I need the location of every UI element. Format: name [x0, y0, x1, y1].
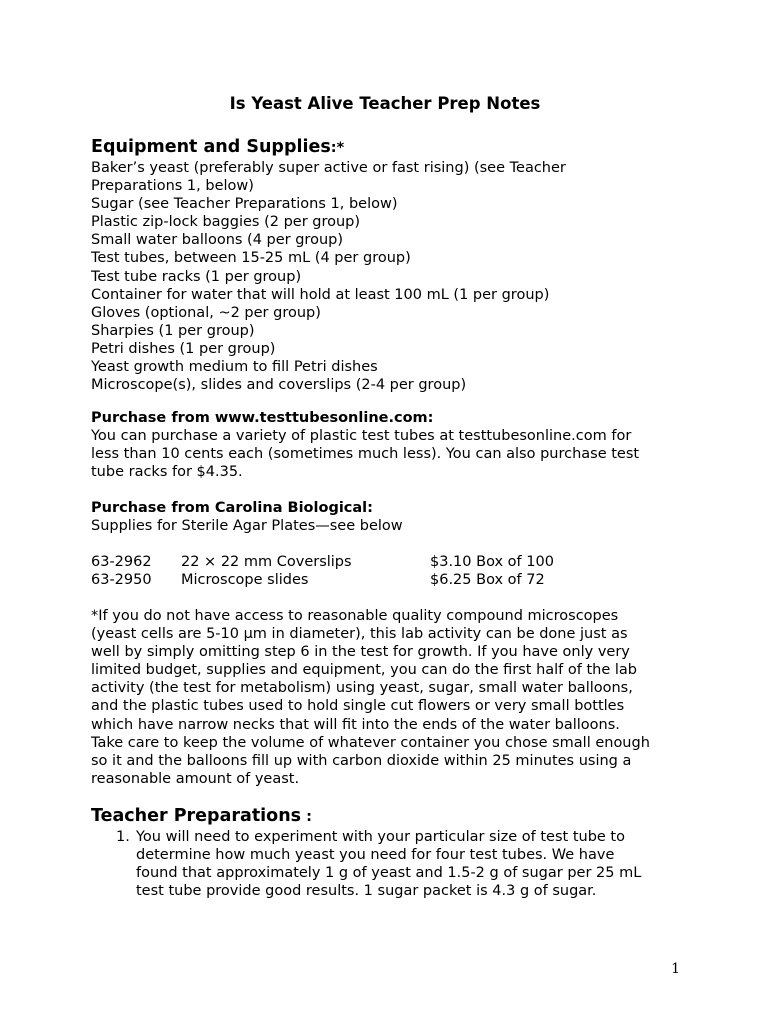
product-price: $3.10 Box of 100 — [430, 554, 554, 571]
product-row — [91, 553, 691, 571]
paragraph-line: test tube provide good results. 1 sugar packet is 4.3 g of sugar. — [136, 883, 597, 900]
list-item: Container for water that will hold at least 100 mL (1 per group) — [91, 286, 550, 303]
product-name: 22 × 22 mm Coverslips — [181, 554, 352, 571]
paragraph-line: (yeast cells are 5-10 µm in diameter), this lab activity can be done just as — [91, 626, 628, 643]
list-item: Preparations 1, below) — [91, 178, 254, 195]
equipment-list — [91, 159, 691, 394]
paragraph-line: so it and the balloons fill up with carbon dioxide within 25 minutes using a — [91, 752, 632, 769]
list-item: Baker’s yeast (preferably super active or fast rising) (see Teacher — [91, 160, 566, 176]
list-item: Microscope(s), slides and coverslips (2-4 per group) — [91, 377, 467, 394]
paragraph-line: You will need to experiment with your particular size of test tube to — [136, 829, 625, 845]
paragraph-line: determine how much yeast you need for four test tubes. We have — [136, 847, 615, 864]
purchase-testtubes-section — [91, 409, 691, 481]
paragraph-line: which have narrow necks that will fit into the ends of the water balloons. — [91, 716, 620, 733]
purchase-testtubes-heading: Purchase from www.testtubesonline.com: — [91, 410, 434, 426]
paragraph-line: found that approximately 1 g of yeast and 1.5-2 g of sugar per 25 mL — [136, 865, 642, 882]
product-name: Microscope slides — [181, 572, 309, 589]
list-item: Plastic zip-lock baggies (2 per group) — [91, 214, 361, 231]
product-row — [91, 571, 691, 589]
list-item: Sugar (see Teacher Preparations 1, below) — [91, 196, 398, 213]
list-item: Test tube racks (1 per group) — [91, 268, 302, 285]
paragraph-line: less than 10 cents each (sometimes much less). You can also purchase test — [91, 446, 640, 463]
product-code: 63-2950 — [91, 572, 152, 589]
list-item — [91, 828, 691, 900]
paragraph-line: tube racks for $4.35. — [91, 464, 243, 481]
list-item: Yeast growth medium to fill Petri dishes — [91, 359, 378, 376]
list-item: Sharpies (1 per group) — [91, 322, 255, 339]
teacher-prep-heading: Teacher Preparations : — [91, 806, 312, 826]
product-price: $6.25 Box of 72 — [430, 572, 545, 589]
paragraph-line: Take care to keep the volume of whatever container you chose small enough — [91, 734, 650, 751]
footnote-paragraph — [91, 607, 691, 788]
equipment-section — [91, 136, 691, 394]
list-item: Small water balloons (4 per group) — [91, 232, 344, 249]
paragraph-line: *If you do not have access to reasonable quality compound microscopes — [91, 608, 619, 624]
list-item: Test tubes, between 15-25 mL (4 per group) — [91, 250, 411, 267]
product-code: 63-2962 — [91, 554, 152, 571]
paragraph-line: You can purchase a variety of plastic test tubes at testtubesonline.com for — [91, 428, 632, 445]
paragraph-line: reasonable amount of yeast. — [91, 770, 300, 787]
teacher-prep-section — [91, 805, 691, 900]
list-item: Petri dishes (1 per group) — [91, 340, 276, 357]
list-item: Gloves (optional, ~2 per group) — [91, 304, 321, 321]
paragraph-line: well by simply omitting step 6 in the test for growth. If you have only very — [91, 644, 630, 661]
purchase-carolina-subtitle: Supplies for Sterile Agar Plates—see below — [91, 518, 403, 535]
page-number: 1 — [671, 961, 680, 977]
equipment-heading: Equipment and Supplies:* — [91, 137, 345, 157]
page-title: Is Yeast Alive Teacher Prep Notes — [229, 94, 541, 113]
paragraph-line: activity (the test for metabolism) using yeast, sugar, small water balloons, — [91, 680, 633, 697]
list-number: 1. — [116, 829, 130, 845]
paragraph-line: limited budget, supplies and equipment, you can do the first half of the lab — [91, 662, 637, 679]
purchase-carolina-section — [91, 499, 691, 589]
purchase-carolina-heading: Purchase from Carolina Biological: — [91, 500, 373, 516]
paragraph-line: and the plastic tubes used to hold single cut flowers or very small bottles — [91, 698, 625, 715]
